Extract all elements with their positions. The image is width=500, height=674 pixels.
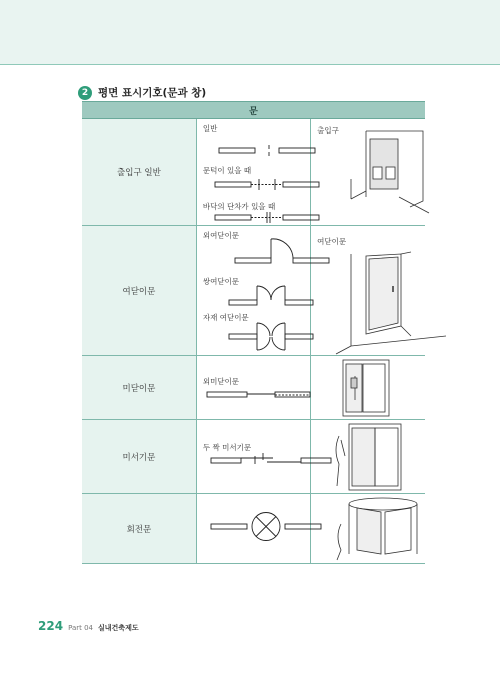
symbol-cell <box>196 226 310 356</box>
header-rule <box>0 64 500 65</box>
sliding-door-illustration <box>311 356 446 420</box>
swing-door-illustration <box>311 226 446 356</box>
header-band <box>0 0 500 64</box>
section-title-text: 평면 표시기호(문과 창) <box>98 87 207 99</box>
symbol-cell <box>196 119 310 226</box>
symbol-label: 일반 <box>202 124 218 133</box>
revolving-door-illustration <box>311 494 446 564</box>
illustration-label: 출입구 <box>317 126 339 135</box>
illustration-label: 여닫이문 <box>317 237 347 246</box>
row-label: 미서기문 <box>82 420 196 494</box>
illustration-cell <box>311 420 425 494</box>
chapter-label: 실내건축제도 <box>98 624 139 632</box>
section-title <box>78 85 206 100</box>
symbol-cell <box>196 356 310 420</box>
table-row <box>82 119 425 226</box>
part-label: Part 04 <box>68 624 94 632</box>
entrance-illustration <box>311 119 446 226</box>
row-label: 여닫이문 <box>82 226 196 356</box>
row-label: 출입구 일반 <box>82 119 196 226</box>
row-label: 회전문 <box>82 494 196 564</box>
symbol-label: 문턱이 있을 때 <box>202 166 252 175</box>
bypass-door-illustration <box>311 420 446 494</box>
symbol-cell <box>196 494 310 564</box>
section-number-badge: 2 <box>78 86 92 100</box>
symbol-label: 바닥의 단차가 있을 때 <box>202 202 276 211</box>
symbol-label: 자재 여닫이문 <box>202 313 249 322</box>
table-header: 문 <box>82 102 425 119</box>
symbol-label: 두 짝 미서기문 <box>202 443 252 452</box>
table-row <box>82 356 425 420</box>
table-row <box>82 420 425 494</box>
row-label: 미닫이문 <box>82 356 196 420</box>
illustration-cell <box>311 119 425 226</box>
illustration-cell <box>311 226 425 356</box>
page-footer <box>38 619 139 633</box>
door-symbol-table <box>82 101 425 564</box>
symbol-label: 외여닫이문 <box>202 231 240 240</box>
page-number: 224 <box>38 619 64 633</box>
illustration-cell <box>311 494 425 564</box>
illustration-cell <box>311 356 425 420</box>
symbol-label: 쌍여닫이문 <box>202 277 240 286</box>
symbol-cell <box>196 420 310 494</box>
table-row <box>82 494 425 564</box>
table-row <box>82 226 425 356</box>
symbol-label: 외미닫이문 <box>202 377 240 386</box>
